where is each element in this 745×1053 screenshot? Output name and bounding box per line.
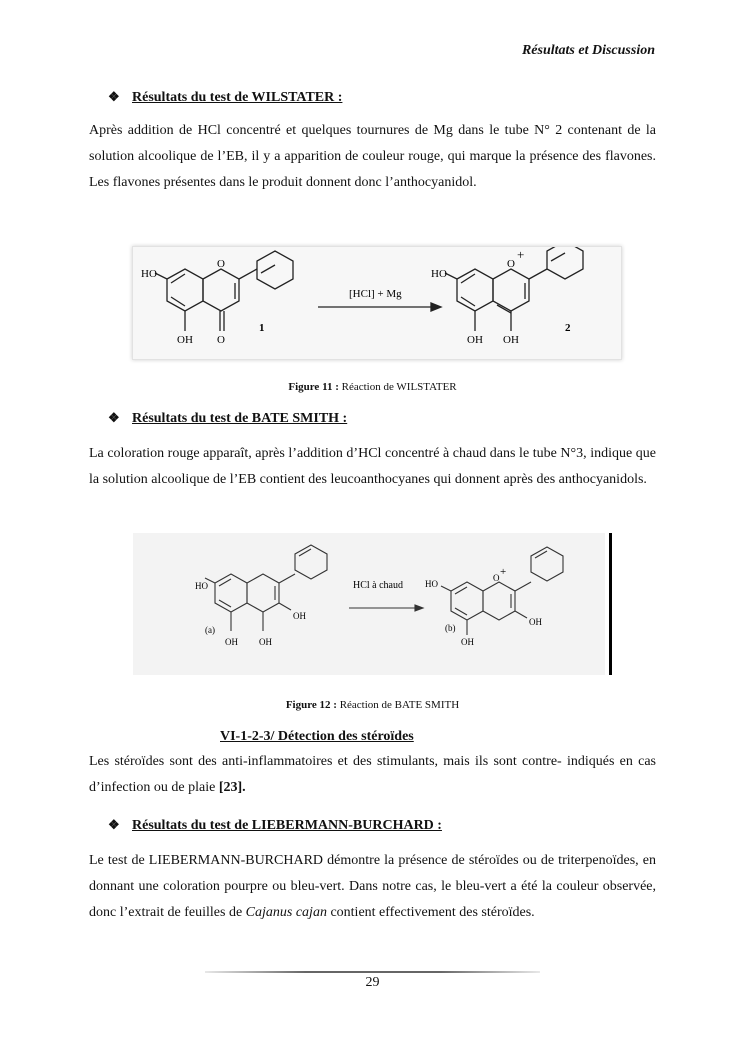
figure-11-label: Figure 11 :	[288, 381, 339, 393]
reagent-label-11: [HCl] + Mg	[349, 288, 402, 300]
reagent-label-12: HCl à chaud	[353, 580, 403, 591]
wilstater-reaction-scheme	[133, 247, 621, 359]
diamond-bullet-icon: ❖	[108, 89, 120, 104]
footer-rule	[205, 971, 540, 973]
bate-smith-reaction-scheme	[133, 533, 605, 675]
figure-12-caption-text: Réaction de BATE SMITH	[336, 699, 460, 711]
heading-bate-smith	[108, 410, 347, 427]
left-ring-c	[203, 269, 239, 311]
right-plus-label: +	[517, 247, 525, 262]
diamond-bullet-icon: ❖	[108, 410, 120, 425]
species-name: Cajanus cajan	[245, 905, 327, 920]
left-oh-bottom-label-2: OH	[259, 637, 272, 647]
right-phenyl-ring	[547, 247, 583, 279]
right-ring-a	[457, 269, 493, 311]
compound-2-number: 2	[565, 322, 571, 334]
right-oh-label-1: OH	[467, 334, 483, 346]
right-b-label: (b)	[445, 623, 456, 633]
figure-12-caption	[0, 699, 745, 711]
paragraph-steroides	[89, 749, 656, 801]
right-ring-c	[493, 269, 529, 311]
heading-liebermann-text: Résultats du test de LIEBERMANN-BURCHARD :	[132, 818, 442, 833]
paragraph-bate-smith: La coloration rouge apparaît, après l’addition d’HCl concentré à chaud dans le tube N°3, indique que la solution alcoolique de l’EB contient des leucoanthocyanes qui donnent après des anthocyanidols.	[89, 446, 656, 487]
left-oh-bottom-label-1: OH	[225, 637, 238, 647]
heading-wilstater-text: Résultats du test de WILSTATER :	[132, 90, 343, 105]
right-o-label: O	[507, 258, 515, 270]
diamond-bullet-icon: ❖	[108, 817, 120, 832]
running-header: Résultats et Discussion	[521, 43, 655, 58]
section-title-steroides: VI-1-2-3/ Détection des stéroïdes	[220, 729, 414, 744]
paragraph-steroides-text: Les stéroïdes sont des anti-inflammatoires et des stimulants, mais ils sont contre- indiqués en cas d’infection ou de plaie	[89, 754, 656, 795]
paragraph-liebermann-text-1: Le test de LIEBERMANN-BURCHARD démontre la présence de stéroïdes ou de triterpenoïdes, en donnant une coloration pourpre ou bleu-vert. Dans notre cas, le bleu-vert a été la couleur observée, donc l’extrait de feuilles de	[89, 853, 656, 920]
left-oh-label: OH	[177, 334, 193, 346]
heading-bate-smith-text: Résultats du test de BATE SMITH :	[132, 411, 348, 426]
left-phenyl-ring	[257, 251, 293, 289]
figure-12-label: Figure 12 :	[285, 699, 337, 711]
left-oh-ring-label: OH	[293, 611, 306, 621]
right-o-label-12: O	[493, 573, 500, 583]
right-oh-bottom-label: OH	[461, 637, 474, 647]
figure-11-image	[132, 246, 622, 360]
figure-12-image	[133, 533, 605, 675]
compound-1-number: 1	[259, 322, 265, 334]
heading-wilstater	[108, 89, 342, 106]
vertical-bar-decoration	[609, 533, 612, 675]
paragraph-liebermann-text-2: contient effectivement des stéroïdes.	[326, 905, 535, 920]
reference-23: [23].	[218, 780, 246, 795]
left-a-label: (a)	[205, 625, 215, 635]
right-ho-label: HO	[431, 268, 447, 280]
figure-11-caption-text: Réaction de WILSTATER	[338, 381, 457, 393]
paragraph-liebermann	[89, 848, 656, 926]
right-plus-label-12: +	[500, 566, 507, 578]
left-ho-label-12: HO	[195, 581, 208, 591]
right-ho-label-12: HO	[425, 579, 438, 589]
page-number: 29	[365, 975, 380, 990]
left-carbonyl-label: O	[217, 334, 225, 346]
figure-11-caption	[0, 381, 745, 393]
right-oh-label-2: OH	[503, 334, 519, 346]
heading-liebermann	[108, 817, 442, 834]
paragraph-wilstater: Après addition de HCl concentré et quelques tournures de Mg dans le tube N° 2 contenant de la solution alcoolique de l’EB, il y a apparition de couleur rouge, qui marque la présence des flavones. Les flavones présentes dans le produit donnent donc l’anthocyanidol.	[89, 123, 656, 190]
left-o-label: O	[217, 258, 225, 270]
left-ho-label: HO	[141, 268, 157, 280]
left-ring-a	[167, 269, 203, 311]
right-oh-ring-label: OH	[529, 617, 542, 627]
